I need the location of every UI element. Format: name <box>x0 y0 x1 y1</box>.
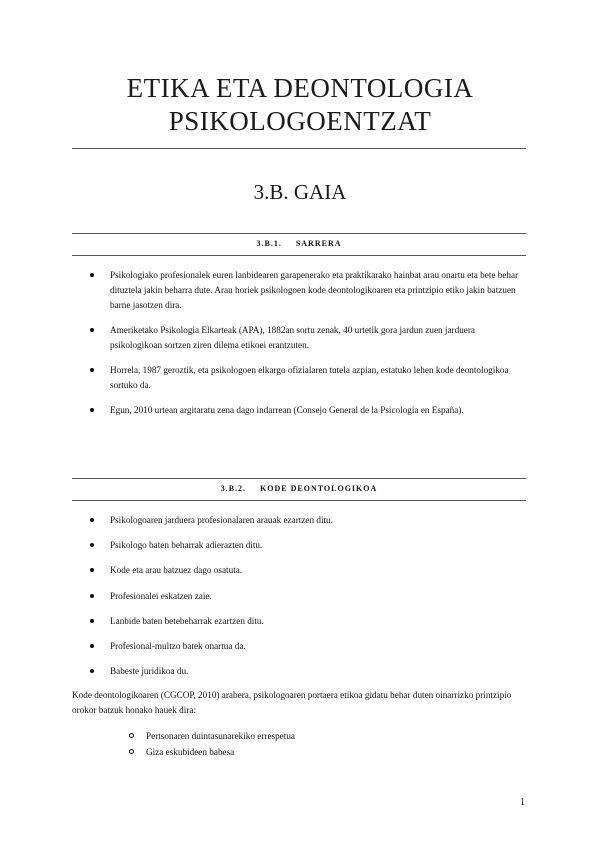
list-item: Profesionalei eskatzen zaie. <box>72 589 526 604</box>
list-item: Ameriketako Psikologia Elkarteak (APA), 1882an sortu zenak, 40 urtetik gora jardun zuen jarduera psikologikoan sortzen ziren dilema etikoei erantzuten. <box>72 323 526 353</box>
document-title <box>0 72 600 138</box>
section1-number: 3.B.1. <box>256 239 282 248</box>
list-item: Babeste juridikoa du. <box>72 664 526 679</box>
section2-number: 3.B.2. <box>220 484 247 493</box>
section1-top-rule <box>72 233 526 234</box>
section2-bottom-rule <box>72 500 526 501</box>
title-line-2: PSIKOLOGOENTZAT <box>168 106 432 136</box>
list-item: Kode eta arau batzuez dago osatuta. <box>72 563 526 578</box>
title-divider <box>72 148 526 149</box>
list-item: Profesional-multzo batek onartua da. <box>72 639 526 654</box>
chapter-heading: 3.B. GAIA <box>253 180 347 204</box>
page-number: 1 <box>520 797 525 808</box>
list-item: Psikologoaren jarduera profesionalaren arauak ezartzen ditu. <box>72 513 526 528</box>
list-item: Lanbide baten betebeharrak ezartzen ditu. <box>72 614 526 629</box>
list-item: Psikologiako profesionalek euren lanbidearen garapenerako eta praktikarako hainbat arau onartu eta bete behar dituztela jakin beharra dute. Arau horiek psikologoen kode deontologikoaren eta printzipio etiko jakin batzuen barne jasotzen dira. <box>72 268 526 313</box>
list-item: Psikologo baten beharrak adierazten ditu. <box>72 538 526 553</box>
principles-intro: Kode deontologikoaren (CGCOP, 2010) arabera, psikologoaren portaera etikoa gidatu behar duten oinarrizko printzipio orokor batzuk honako hauek dira: <box>72 690 512 715</box>
list-item: Horrela, 1987 geroztik, eta psikologoen elkargo ofizialaren tutela azpian, estatuko lehen kode deontologikoa sortuko da. <box>72 363 526 393</box>
principles-list <box>72 728 526 760</box>
list-item: Giza eskubideen babesa <box>72 744 526 760</box>
section1-bottom-rule <box>72 255 526 256</box>
section2-top-rule <box>72 478 526 479</box>
section2-title: KODE DEONTOLOGIKOA <box>260 484 378 493</box>
section1-heading <box>72 239 526 248</box>
title-line-1: ETIKA ETA DEONTOLOGIA <box>126 73 474 103</box>
section2-heading <box>72 484 526 493</box>
section1-list <box>72 268 526 428</box>
section1-title: SARRERA <box>295 239 342 248</box>
list-item: Pertsonaren duintasunarekiko errespetua <box>72 728 526 744</box>
section2-list <box>72 513 526 689</box>
list-item: Egun, 2010 urtean argitaratu zena dago indarrean (Consejo General de la Psicología en España). <box>72 403 526 418</box>
